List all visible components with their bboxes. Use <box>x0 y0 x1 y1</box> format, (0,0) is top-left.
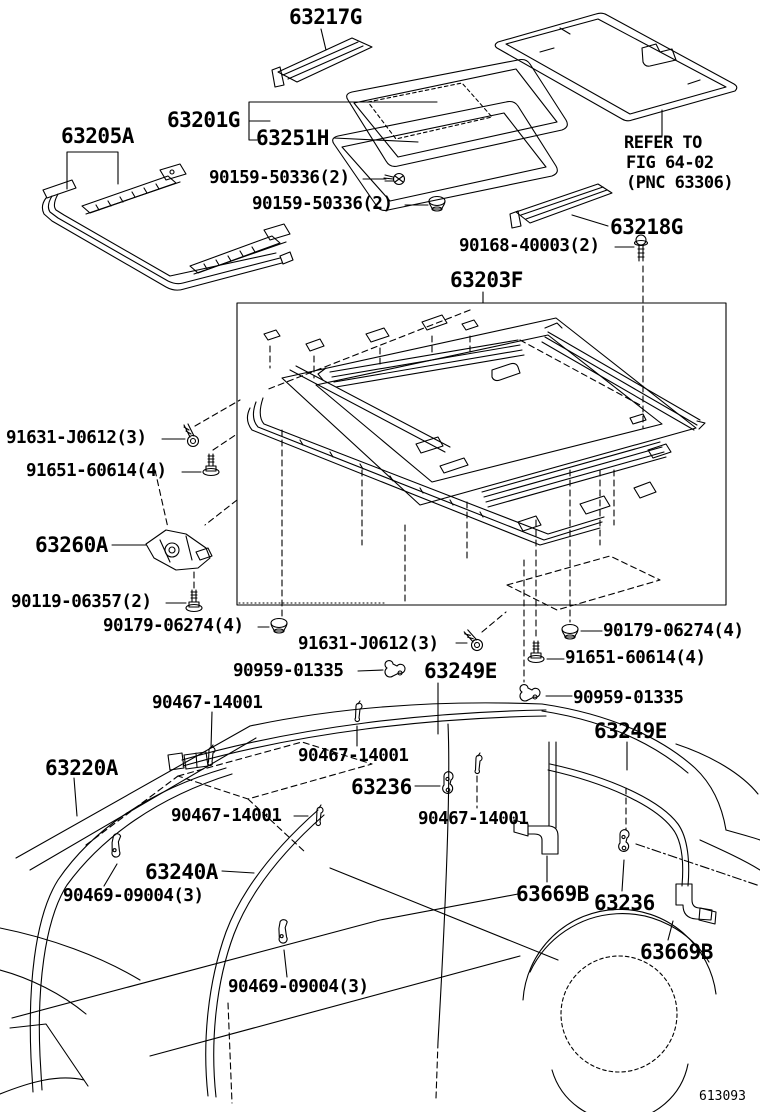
figure-number: 613093 <box>699 1089 746 1104</box>
part-label-63249e-1: 63249E <box>424 659 497 683</box>
fastener-label-90179-2: 90179-06274(4) <box>603 621 744 641</box>
fastener-label-90469-1: 90469-09004(3) <box>63 886 204 906</box>
fastener-label-90467-4: 90467-14001 <box>418 809 529 829</box>
screw-90159-1 <box>363 174 405 185</box>
fastener-label-91651-1: 91651-60614(4) <box>26 461 167 481</box>
refer-note-line3: (PNC 63306) <box>626 173 734 193</box>
sunshade-panel-drawing <box>495 13 737 136</box>
elbow-63669b-2 <box>668 884 716 940</box>
motor-63260a-drawing <box>112 530 212 588</box>
part-label-63260a: 63260A <box>35 533 108 557</box>
part-label-63217g: 63217G <box>289 5 362 29</box>
bolt-90119 <box>166 590 202 612</box>
clip-63236-2 <box>619 788 629 891</box>
part-label-63240a: 63240A <box>145 860 218 884</box>
part-label-63220a: 63220A <box>45 756 118 780</box>
clip-90467-3 <box>294 805 323 826</box>
part-label-63669b-1: 63669B <box>516 882 589 906</box>
glass-panel-63201g-drawing <box>347 60 568 167</box>
fastener-label-91631-2: 91631-J0612(3) <box>298 634 439 654</box>
clip-90959-2 <box>520 560 572 701</box>
rail-63217g-drawing <box>272 29 372 87</box>
grommet-90179-1 <box>258 619 287 634</box>
fastener-label-90467-1: 90467-14001 <box>152 693 263 713</box>
fastener-label-90469-2: 90469-09004(3) <box>228 977 369 997</box>
part-label-63201g: 63201G <box>167 108 240 132</box>
rear-hose-63249e-drawing <box>548 742 689 886</box>
clamp-90469-2 <box>277 919 291 977</box>
fastener-label-91651-2: 91651-60614(4) <box>565 648 706 668</box>
grommet-90159-2 <box>405 197 445 212</box>
part-label-63218g: 63218G <box>610 215 683 239</box>
fastener-label-90119: 90119-06357(2) <box>11 592 152 612</box>
screw-91631-2 <box>456 612 506 653</box>
grommet-90179-2 <box>562 470 602 639</box>
fastener-label-91631-1: 91631-J0612(3) <box>6 428 147 448</box>
clip-90959-1 <box>358 661 405 677</box>
part-label-63251h: 63251H <box>256 126 329 150</box>
clip-90467-4 <box>475 753 482 808</box>
fastener-label-90179-1: 90179-06274(4) <box>103 616 244 636</box>
part-label-63249e-2: 63249E <box>594 719 667 743</box>
fastener-label-90159-2: 90159-50336(2) <box>252 194 393 214</box>
fastener-label-90467-2: 90467-14001 <box>298 746 409 766</box>
part-label-63205a: 63205A <box>61 124 134 148</box>
drain-hose-63240a-drawing <box>206 810 324 1097</box>
fastener-label-90168: 90168-40003(2) <box>459 236 600 256</box>
fastener-label-90959-2: 90959-01335 <box>573 688 684 708</box>
bolt-91651-2 <box>528 520 564 663</box>
screw-91631-1 <box>162 400 240 447</box>
fastener-label-90159-1: 90159-50336(2) <box>209 168 350 188</box>
part-label-63203f: 63203F <box>450 268 523 292</box>
rail-63218g-drawing <box>510 184 612 228</box>
elbow-63669b-1 <box>514 820 558 882</box>
clip-63236-1 <box>415 772 453 794</box>
fastener-label-90467-3: 90467-14001 <box>171 806 282 826</box>
refer-note-line1: REFER TO <box>624 133 702 153</box>
refer-note-line2: FIG 64-02 <box>626 153 714 173</box>
part-label-63236-2: 63236 <box>594 891 655 915</box>
part-label-63669b-2: 63669B <box>640 940 713 964</box>
fastener-label-90959-1: 90959-01335 <box>233 661 344 681</box>
part-label-63236-1: 63236 <box>351 775 412 799</box>
screw-90168 <box>615 235 648 428</box>
